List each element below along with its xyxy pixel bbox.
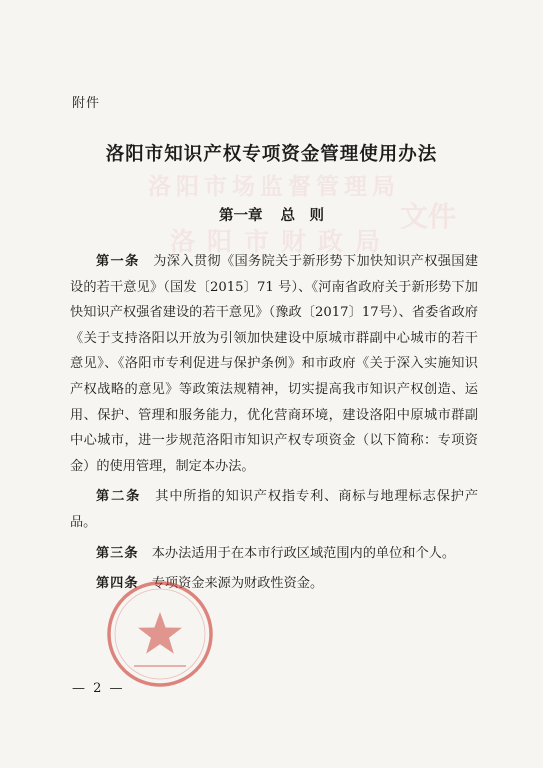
article-label: 第一条 xyxy=(96,254,140,269)
document-title: 洛阳市知识产权专项资金管理使用办法 xyxy=(105,144,438,165)
annex-label: 附件 xyxy=(72,96,101,111)
article-3 xyxy=(70,541,478,567)
article-label: 第二条 xyxy=(96,489,142,505)
article-label: 第四条 xyxy=(96,576,139,592)
chapter-number: 第一章 xyxy=(219,207,263,224)
bleed-through-heading: 洛阳市财政局 xyxy=(170,227,393,256)
article-block xyxy=(70,249,478,597)
article-2 xyxy=(70,484,478,535)
article-1 xyxy=(70,249,478,479)
article-text: 为深入贯彻《国务院关于新形势下加快知识产权强国建设的若干意见》（国发〔2015〕71 号）、《河南省政府关于新形势下加快知识产权强省建设的若干意见》（豫政〔2017〕17号）、省委省政府《关于支持洛阳以开放为引领加快建设中原城市群副中心城市的若干意见》、《洛阳市专利促进与保护条例》和市政府《关于深入实施知识产权战略的意见》等政策法规精神，切实提高我市知识产权创造、运用、保护、管理和服务能力，优化营商环境，建设洛阳中原城市群副中心城市，进一步规范洛阳市知识产权专项资金（以下简称：专项资金）的使用管理，制定本办法。 xyxy=(70,254,479,474)
page-number: — 2 — xyxy=(72,681,125,696)
article-label: 第三条 xyxy=(96,545,139,561)
article-text: 其中所指的知识产权指专利、商标与地理标志保护产品。 xyxy=(70,489,479,530)
bleed-through-heading: 文件 xyxy=(400,200,457,233)
article-text: 本办法适用于在本市行政区域范围内的单位和个人。 xyxy=(151,545,456,561)
chapter-heading xyxy=(0,204,543,225)
official-seal-stamp xyxy=(104,578,216,690)
chapter-name: 总 则 xyxy=(280,207,324,224)
bleed-through-heading: 洛阳市场监督管理局 xyxy=(148,173,400,200)
article-text: 专项资金来源为财政性资金。 xyxy=(151,576,324,592)
